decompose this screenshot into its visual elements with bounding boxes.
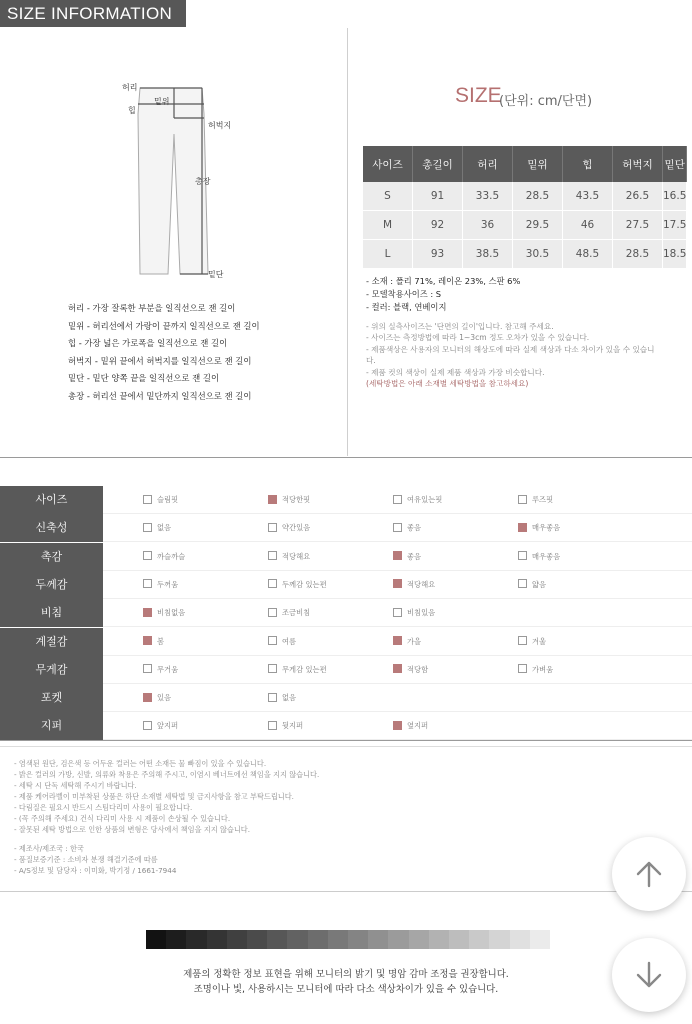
material-line: - 소재 : 폴리 71%, 레이온 23%, 스판 6% <box>366 276 521 286</box>
table-cell: 91 <box>413 182 463 211</box>
table-header-row <box>363 146 687 182</box>
care-instructions <box>0 746 692 892</box>
checked-box-icon[interactable] <box>143 636 152 645</box>
feature-option[interactable] <box>268 628 296 656</box>
feature-option[interactable] <box>518 514 560 542</box>
note-line: - 제품 컷의 색상이 실제 제품 색상과 가장 비슷합니다. <box>366 367 545 377</box>
notice-line: 조명이나 빛, 사용하시는 모니터에 따라 다소 색상차이가 있을 수 있습니다. <box>193 984 499 995</box>
feature-option[interactable] <box>143 571 178 599</box>
gradient-swatch <box>287 930 307 949</box>
unchecked-box-icon[interactable] <box>143 579 152 588</box>
feature-option[interactable] <box>143 628 164 656</box>
gradient-swatch <box>388 930 408 949</box>
feature-option[interactable] <box>268 712 303 740</box>
size-notes <box>366 321 686 389</box>
feature-option-label: 비침없음 <box>157 608 186 618</box>
unchecked-box-icon[interactable] <box>268 579 277 588</box>
table-row <box>363 182 687 211</box>
unchecked-box-icon[interactable] <box>268 693 277 702</box>
feature-option[interactable] <box>518 571 546 599</box>
care-line: - 염색된 원단, 검은색 등 어두운 컬러는 어떤 소재든 물 빠짐이 있을 수 있습니다. <box>14 759 267 768</box>
feature-label: 지퍼 <box>0 712 103 740</box>
checked-box-icon[interactable] <box>268 495 277 504</box>
table-cell: 93 <box>413 240 463 269</box>
size-title: SIZE <box>455 84 502 107</box>
gradient-swatch <box>530 930 550 949</box>
material-line: - 모델착용사이즈 : S <box>366 289 442 299</box>
unchecked-box-icon[interactable] <box>268 551 277 560</box>
checked-box-icon[interactable] <box>393 721 402 730</box>
feature-option-label: 적당한핏 <box>282 495 311 504</box>
checked-box-icon[interactable] <box>393 551 402 560</box>
measurement-definitions <box>68 300 343 405</box>
horizontal-divider <box>0 457 692 458</box>
feature-option[interactable] <box>268 543 310 571</box>
grid-bottom-border <box>0 740 692 741</box>
gradient-swatch <box>207 930 227 949</box>
care-line: - 잘못된 세탁 방법으로 인한 상품의 변형은 당사에서 책임을 지지 않습니다. <box>14 825 251 834</box>
scroll-up-button[interactable] <box>612 837 686 911</box>
table-header-cell: 밑위 <box>513 146 563 182</box>
scroll-down-button[interactable] <box>612 938 686 1012</box>
unchecked-box-icon[interactable] <box>518 636 527 645</box>
feature-option-label: 옆지퍼 <box>407 721 429 731</box>
diagram-label-hip: 힙 <box>128 106 136 115</box>
gradient-swatch <box>267 930 287 949</box>
feature-option[interactable] <box>393 514 421 542</box>
monitor-gradient-bar <box>146 930 550 949</box>
feature-option[interactable] <box>393 486 442 514</box>
gradient-swatch <box>186 930 206 949</box>
table-cell: 36 <box>463 211 513 240</box>
feature-label: 신축성 <box>0 514 103 542</box>
feature-option[interactable] <box>393 712 428 740</box>
feature-option[interactable] <box>518 628 546 656</box>
feature-row <box>0 684 692 712</box>
gradient-swatch <box>308 930 328 949</box>
care-line: - A/S정보 및 담당자 : 이미화, 박기정 / 1661-7944 <box>14 866 177 875</box>
feature-option-label: 조금비침 <box>282 608 311 618</box>
feature-label: 무게감 <box>0 656 103 684</box>
feature-option[interactable] <box>143 599 185 627</box>
feature-label: 두께감 <box>0 571 103 599</box>
table-cell: 18.5 <box>663 240 687 269</box>
table-cell: S <box>363 182 413 211</box>
definition-item: 힙 - 가장 넓은 가로폭을 일직선으로 잰 길이 <box>68 338 228 348</box>
table-cell: 17.5 <box>663 211 687 240</box>
care-line: - (꼭 주의해 주세요) 건식 다리미 사용 시 제품이 손상될 수 있습니다. <box>14 814 231 823</box>
feature-option-label: 뒷지퍼 <box>282 721 304 731</box>
feature-option-label: 적당함 <box>407 664 429 674</box>
diagram-label-hem: 밑단 <box>208 270 224 279</box>
table-header-cell: 사이즈 <box>363 146 413 182</box>
care-line: - 제조사/제조국 : 한국 <box>14 844 84 853</box>
checked-box-icon[interactable] <box>518 523 527 532</box>
gradient-swatch <box>510 930 530 949</box>
feature-option-label: 있음 <box>157 693 172 703</box>
feature-option[interactable] <box>143 543 185 571</box>
feature-row <box>0 571 692 599</box>
feature-option[interactable] <box>393 628 421 656</box>
definition-item: 밑단 - 밑단 양쪽 끝을 일직선으로 잰 길이 <box>68 373 220 383</box>
pants-outline-icon <box>118 74 248 284</box>
feature-option[interactable] <box>393 656 428 684</box>
feature-option[interactable] <box>268 684 296 712</box>
feature-row <box>0 628 692 656</box>
gradient-swatch <box>146 930 166 949</box>
feature-option-label: 여름 <box>282 636 297 646</box>
table-cell: 28.5 <box>613 240 663 269</box>
table-row <box>363 240 687 269</box>
table-cell: 38.5 <box>463 240 513 269</box>
note-line: - 위의 실측사이즈는 '단면의 길이'입니다. 참고해 주세요. <box>366 322 554 331</box>
table-header-cell: 총길이 <box>413 146 463 182</box>
feature-option[interactable] <box>143 712 178 740</box>
feature-label: 계절감 <box>0 628 103 656</box>
table-cell: 29.5 <box>513 211 563 240</box>
feature-option[interactable] <box>393 571 435 599</box>
feature-option[interactable] <box>143 656 178 684</box>
wash-guide-note: (세탁방법은 아래 소재별 세탁방법을 참고하세요) <box>366 379 529 389</box>
feature-option[interactable] <box>143 514 171 542</box>
table-row <box>363 211 687 240</box>
notice-line: 제품의 정확한 정보 표현을 위해 모니터의 밝기 및 명암 감마 조정을 권장합니다. <box>183 969 509 980</box>
unchecked-box-icon[interactable] <box>518 551 527 560</box>
size-table <box>363 146 687 269</box>
diagram-label-thigh: 허벅지 <box>208 121 232 130</box>
unchecked-box-icon[interactable] <box>143 523 152 532</box>
note-line: - 사이즈는 측정방법에 따라 1~3cm 정도 오차가 있을 수 있습니다. <box>366 333 590 343</box>
feature-option-label: 좋음 <box>407 523 422 533</box>
feature-option[interactable] <box>268 514 310 542</box>
care-line: - 품질보증기준 : 소비자 분쟁 해결기준에 따름 <box>14 855 158 864</box>
checked-box-icon[interactable] <box>393 664 402 673</box>
gradient-swatch <box>429 930 449 949</box>
unchecked-box-icon[interactable] <box>268 636 277 645</box>
feature-option-label: 가벼움 <box>532 664 554 674</box>
checked-box-icon[interactable] <box>393 636 402 645</box>
feature-option[interactable] <box>518 543 560 571</box>
definition-item: 밑위 - 허리선에서 가랑이 끝까지 일직선으로 잰 길이 <box>68 320 260 331</box>
feature-row <box>0 656 692 684</box>
feature-option[interactable] <box>268 571 327 599</box>
definition-item: 허리 - 가장 잘록한 부분을 일직선으로 잰 길이 <box>68 303 236 313</box>
gradient-swatch <box>227 930 247 949</box>
unchecked-box-icon[interactable] <box>518 664 527 673</box>
size-unit: (단위: cm/단면) <box>499 94 593 109</box>
table-cell: 48.5 <box>563 240 613 269</box>
unchecked-box-icon[interactable] <box>268 721 277 730</box>
table-cell: 26.5 <box>613 182 663 211</box>
vertical-divider <box>347 28 348 456</box>
feature-option-label: 무게감 있는편 <box>282 664 327 674</box>
material-line: - 컬러: 블랙, 연베이지 <box>366 302 447 312</box>
unchecked-box-icon[interactable] <box>143 551 152 560</box>
feature-option-label: 없음 <box>157 523 172 533</box>
gradient-swatch <box>489 930 509 949</box>
diagram-label-waist: 허리 <box>122 83 138 92</box>
definition-item: 총장 - 허리선 끝에서 밑단까지 일직선으로 잰 길이 <box>68 390 252 401</box>
arrow-up-icon <box>634 859 664 889</box>
table-cell: 30.5 <box>513 240 563 269</box>
feature-option[interactable] <box>143 684 171 712</box>
unchecked-box-icon[interactable] <box>143 721 152 730</box>
section-header: SIZE INFORMATION <box>0 0 186 27</box>
feature-option-label: 봄 <box>157 636 165 646</box>
table-cell: M <box>363 211 413 240</box>
table-cell: 43.5 <box>563 182 613 211</box>
feature-row <box>0 599 692 627</box>
table-cell: 27.5 <box>613 211 663 240</box>
gradient-swatch <box>469 930 489 949</box>
table-cell: 16.5 <box>663 182 687 211</box>
feature-option-label: 얇음 <box>532 579 547 589</box>
care-line: - 다림질은 필요시 반드시 스팀다리미 사용이 필요합니다. <box>14 803 193 812</box>
unchecked-box-icon[interactable] <box>393 523 402 532</box>
feature-option-label: 앞지퍼 <box>157 721 179 731</box>
note-line: - 제품색상은 사용자의 모니터의 해상도에 따라 실제 색상과 다소 차이가 있을 수 있습니 <box>366 344 655 354</box>
feature-option-label: 없음 <box>282 693 297 703</box>
feature-option-label: 루즈핏 <box>532 495 554 504</box>
unchecked-box-icon[interactable] <box>268 523 277 532</box>
unchecked-box-icon[interactable] <box>268 664 277 673</box>
unchecked-box-icon[interactable] <box>143 495 152 504</box>
gradient-swatch <box>247 930 267 949</box>
feature-option-label: 적당해요 <box>282 551 311 561</box>
feature-option-label: 무거움 <box>157 664 179 674</box>
feature-option-label: 여유있는핏 <box>407 495 443 504</box>
gradient-swatch <box>409 930 429 949</box>
unchecked-box-icon[interactable] <box>393 608 402 617</box>
definition-item: 허벅지 - 밑위 끝에서 허벅지를 일직선으로 잰 길이 <box>68 355 252 366</box>
feature-label: 사이즈 <box>0 486 103 514</box>
feature-option[interactable] <box>268 656 327 684</box>
checked-box-icon[interactable] <box>143 608 152 617</box>
feature-option-label: 약간있음 <box>282 523 311 533</box>
unchecked-box-icon[interactable] <box>268 608 277 617</box>
feature-option-label: 비침있음 <box>407 608 436 618</box>
table-cell: 28.5 <box>513 182 563 211</box>
feature-option[interactable] <box>518 656 553 684</box>
monitor-notice <box>0 967 692 997</box>
unchecked-box-icon[interactable] <box>143 664 152 673</box>
unchecked-box-icon[interactable] <box>393 495 402 504</box>
table-header-cell: 허벅지 <box>613 146 663 182</box>
feature-row <box>0 712 692 740</box>
feature-option-label: 까슬까슬 <box>157 551 186 561</box>
feature-option-label: 두꺼움 <box>157 579 179 589</box>
gradient-swatch <box>166 930 186 949</box>
gradient-swatch <box>348 930 368 949</box>
gradient-swatch <box>368 930 388 949</box>
table-header-cell: 힙 <box>563 146 613 182</box>
feature-option-label: 매우좋음 <box>532 551 561 561</box>
feature-option-label: 가을 <box>407 636 422 646</box>
care-line: - 밝은 컬러의 가방, 신발, 의류와 착용은 주의해 주시고, 이염시 베너트에선 책임을 지지 않습니다. <box>14 770 320 779</box>
care-line: - 제품 케어라벨이 미부착된 상품은 하단 소재별 세탁법 및 금지사항을 참고 부탁드립니다. <box>14 792 294 801</box>
feature-option[interactable] <box>518 486 553 514</box>
table-cell: 33.5 <box>463 182 513 211</box>
feature-option[interactable] <box>268 599 310 627</box>
feature-row <box>0 486 692 514</box>
feature-label: 비침 <box>0 599 103 627</box>
table-header-cell: 허리 <box>463 146 513 182</box>
feature-option-label: 슬림핏 <box>157 495 179 504</box>
feature-label: 촉감 <box>0 543 103 571</box>
table-header-cell: 밑단 <box>663 146 687 182</box>
feature-option-label: 적당해요 <box>407 579 436 589</box>
pants-diagram <box>118 74 248 284</box>
material-info <box>366 275 520 314</box>
gradient-swatch <box>328 930 348 949</box>
table-cell: 46 <box>563 211 613 240</box>
note-line: 다. <box>366 356 376 366</box>
feature-label: 포켓 <box>0 684 103 712</box>
feature-option-label: 겨울 <box>532 636 547 646</box>
arrow-down-icon <box>634 960 664 990</box>
unchecked-box-icon[interactable] <box>518 495 527 504</box>
feature-option-label: 좋음 <box>407 551 422 561</box>
unchecked-box-icon[interactable] <box>518 579 527 588</box>
feature-option[interactable] <box>393 543 421 571</box>
feature-row <box>0 514 692 542</box>
feature-option-label: 매우좋음 <box>532 523 561 533</box>
table-cell: L <box>363 240 413 269</box>
checked-box-icon[interactable] <box>393 579 402 588</box>
feature-option-label: 두께감 있는편 <box>282 579 327 589</box>
feature-option[interactable] <box>143 486 178 514</box>
feature-option[interactable] <box>268 486 310 514</box>
care-line: - 세탁 시 단독 세탁해 주시기 바랍니다. <box>14 781 137 790</box>
gradient-swatch <box>449 930 469 949</box>
table-cell: 92 <box>413 211 463 240</box>
checked-box-icon[interactable] <box>143 693 152 702</box>
feature-option[interactable] <box>393 599 435 627</box>
diagram-label-rise: 밑위 <box>154 97 170 106</box>
diagram-label-length: 총장 <box>195 177 211 186</box>
feature-row <box>0 543 692 571</box>
